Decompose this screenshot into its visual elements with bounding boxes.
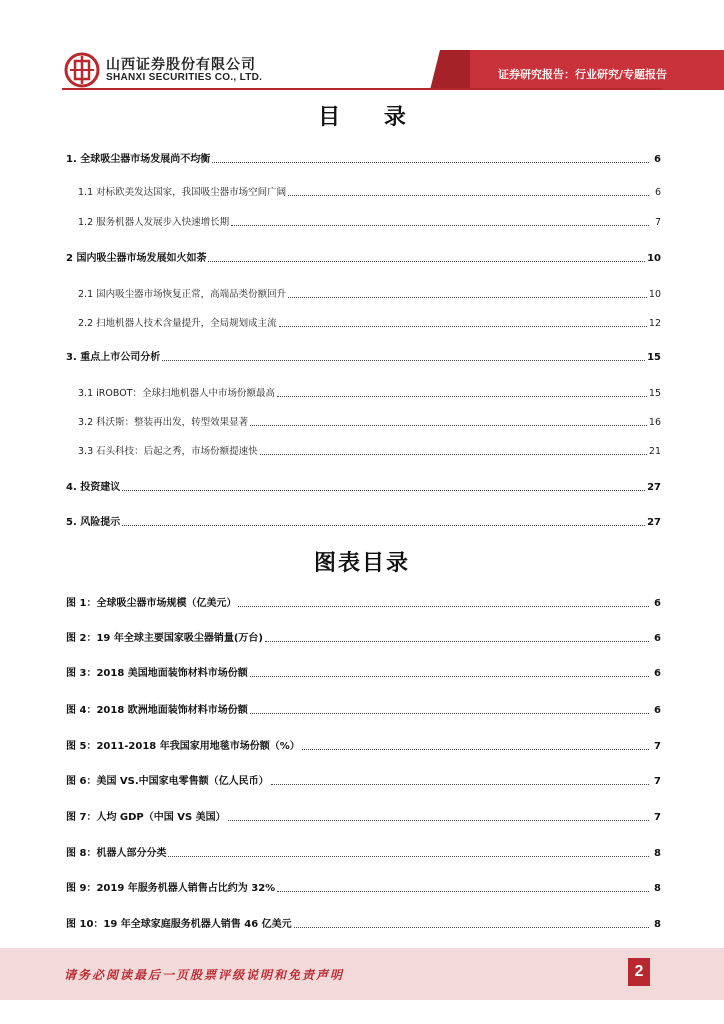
toc-entry[interactable]	[78, 415, 661, 429]
figure-entry[interactable]	[66, 846, 661, 860]
toc-entry[interactable]	[78, 386, 661, 400]
toc-entry-text: 3.1 iROBOT：全球扫地机器人中市场份额最高	[78, 388, 275, 399]
toc-entry-page: 6	[654, 154, 661, 165]
toc-entry[interactable]	[78, 185, 661, 199]
figure-entry-page: 6	[654, 705, 661, 716]
figure-entry-text: 图 10：19 年全球家庭服务机器人销售 46 亿美元	[66, 919, 292, 930]
toc-entry-page: 7	[654, 217, 661, 228]
toc-entry[interactable]	[66, 251, 661, 265]
toc-entry-page: 6	[654, 187, 661, 198]
leader-dots	[162, 360, 645, 361]
figure-entry[interactable]	[66, 739, 661, 753]
leader-dots	[208, 261, 645, 262]
toc-entry-page: 27	[647, 517, 661, 528]
toc-entry[interactable]	[78, 215, 661, 229]
toc-entry-text: 3.2 科沃斯：整装再出发，转型效果显著	[78, 417, 249, 428]
leader-dots	[302, 749, 649, 750]
leader-dots	[250, 676, 649, 677]
figure-entry[interactable]	[66, 881, 661, 895]
figure-entry-page: 6	[654, 598, 661, 609]
toc-entry[interactable]	[78, 287, 661, 301]
leader-dots	[271, 784, 649, 785]
figure-entry[interactable]	[66, 810, 661, 824]
figure-entry-page: 8	[654, 883, 661, 894]
figure-entry-text: 图 1：全球吸尘器市场规模（亿美元）	[66, 598, 237, 609]
header-divider	[62, 88, 662, 90]
figure-entry[interactable]	[66, 917, 661, 931]
figure-entry[interactable]	[66, 631, 661, 645]
figure-entry-text: 图 8：机器人部分分类	[66, 848, 167, 859]
toc-entry-page: 12	[648, 318, 661, 329]
leader-dots	[122, 490, 645, 491]
toc-entry[interactable]	[78, 444, 661, 458]
toc-entry-page: 10	[647, 253, 661, 264]
disclaimer-text: 请务必阅读最后一页股票评级说明和免责声明	[64, 968, 345, 982]
leader-dots	[228, 820, 649, 821]
company-logo-icon	[64, 52, 100, 88]
figure-entry-text: 图 6：美国 VS.中国家电零售额（亿人民币）	[66, 776, 269, 787]
figure-list-title: 图表目录	[313, 551, 410, 576]
toc-entry[interactable]	[66, 480, 661, 494]
company-name-cn: 山西证券股份有限公司	[106, 57, 256, 73]
leader-dots	[279, 326, 647, 327]
leader-dots	[250, 713, 649, 714]
toc-entry-text: 4. 投资建议	[66, 482, 121, 493]
figure-entry-page: 6	[654, 633, 661, 644]
figure-entry-text: 图 5：2011-2018 年我国家用地毯市场份额（%）	[66, 741, 300, 752]
toc-entry-text: 2 国内吸尘器市场发展如火如荼	[66, 253, 207, 264]
leader-dots	[168, 856, 649, 857]
toc-entry-text: 3. 重点上市公司分析	[66, 352, 161, 363]
leader-dots	[231, 225, 649, 226]
leader-dots	[277, 396, 647, 397]
figure-entry-page: 7	[654, 776, 661, 787]
toc-entry[interactable]	[66, 515, 661, 529]
leader-dots	[238, 606, 649, 607]
figure-entry[interactable]	[66, 774, 661, 788]
figure-entry[interactable]	[66, 596, 661, 610]
leader-dots	[294, 927, 649, 928]
report-type-label: 证券研究报告：行业研究/专题报告	[497, 68, 667, 81]
toc-entry-text: 5. 风险提示	[66, 517, 121, 528]
figure-entry[interactable]	[66, 666, 661, 680]
toc-entry-text: 2.2 扫地机器人技术含量提升，全局规划成主流	[78, 318, 277, 329]
figure-entry[interactable]	[66, 703, 661, 717]
figure-entry-page: 7	[654, 741, 661, 752]
toc-entry[interactable]	[78, 316, 661, 330]
figure-entry-text: 图 7：人均 GDP（中国 VS 美国）	[66, 812, 226, 823]
figure-entry-page: 7	[654, 812, 661, 823]
leader-dots	[288, 195, 649, 196]
figure-entry-text: 图 9：2019 年服务机器人销售占比约为 32%	[66, 883, 276, 894]
page-header	[0, 0, 724, 100]
toc-entry[interactable]	[66, 152, 661, 166]
leader-dots	[288, 297, 647, 298]
toc-entry-text: 3.3 石头科技：后起之秀，市场份额提速快	[78, 446, 258, 457]
toc-entry-page: 15	[648, 388, 661, 399]
figure-entry-page: 8	[654, 919, 661, 930]
toc-entry-page: 27	[647, 482, 661, 493]
toc-entry-text: 1. 全球吸尘器市场发展尚不均衡	[66, 154, 211, 165]
figure-entry-text: 图 4：2018 欧洲地面装饰材料市场份额	[66, 705, 248, 716]
toc-entry-page: 10	[648, 289, 661, 300]
toc-entry-text: 2.1 国内吸尘器市场恢复正常，高端品类份额回升	[78, 289, 287, 300]
toc-entry-text: 1.2 服务机器人发展步入快速增长期	[78, 217, 230, 228]
figure-entry-text: 图 3：2018 美国地面装饰材料市场份额	[66, 668, 248, 679]
figure-entry-text: 图 2：19 年全球主要国家吸尘器销量(万台)	[66, 633, 263, 644]
page-footer	[0, 948, 724, 1000]
toc-entry-page: 21	[648, 446, 661, 457]
leader-dots	[212, 162, 649, 163]
toc-title: 目 录	[318, 105, 424, 130]
leader-dots	[122, 525, 645, 526]
leader-dots	[260, 454, 647, 455]
toc-entry-text: 1.1 对标欧美发达国家，我国吸尘器市场空间广阔	[78, 187, 287, 198]
toc-entry[interactable]	[66, 350, 661, 364]
leader-dots	[265, 641, 649, 642]
page-number: 2	[628, 958, 650, 986]
figure-entry-page: 6	[654, 668, 661, 679]
toc-entry-page: 16	[648, 417, 661, 428]
figure-entry-page: 8	[654, 848, 661, 859]
company-name-en: SHANXI SECURITIES CO., LTD.	[106, 72, 263, 83]
leader-dots	[277, 891, 649, 892]
toc-entry-page: 15	[647, 352, 661, 363]
leader-dots	[250, 425, 647, 426]
